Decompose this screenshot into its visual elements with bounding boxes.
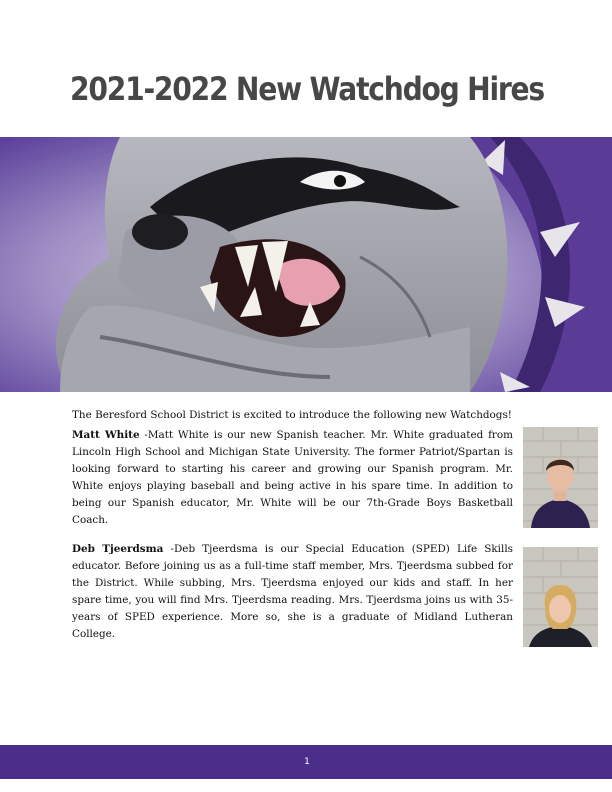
hire-bio-deb-tjeerdsma [72,541,513,643]
watchdog-mascot-banner [0,137,612,392]
hire-description: -Matt White is our new Spanish teacher. Mr. White graduated from Lincoln High School and Michigan State University. The former Patriot/Spartan is looking forward to starting his career and growing our Spanish program. Mr. White enjoys playing baseball and being active in his spare time. In addition to being our Spanish educator, Mr. White will be our 7th-Grade Boys Basketball Coach. [72,429,513,526]
intro-text: The Beresford School District is excited to introduce the following new Watchdogs! [72,409,512,421]
page-title: 2021-2022 New Watchdog Hires [70,70,544,108]
hire-name: Matt White [72,429,140,441]
hire-name: Deb Tjeerdsma [72,543,164,555]
hire-bio-matt-white [72,427,513,529]
hire-photo-deb-tjeerdsma [523,547,598,647]
page-number: 1 [304,757,310,767]
hire-description: -Deb Tjeerdsma is our Special Education (SPED) Life Skills educator. Before joining us as a full-time staff member, Mrs. Tjeerdsma subbed for the District. While subbing, Mrs. Tjeerdsma enjoyed our kids and staff. In her spare time, you will find Mrs. Tjeerdsma reading. Mrs. Tjeerdsma joins us with 35-years of SPED experience. More so, she is a graduate of Midland Lutheran College. [72,543,513,640]
hire-photo-matt-white [523,427,598,528]
